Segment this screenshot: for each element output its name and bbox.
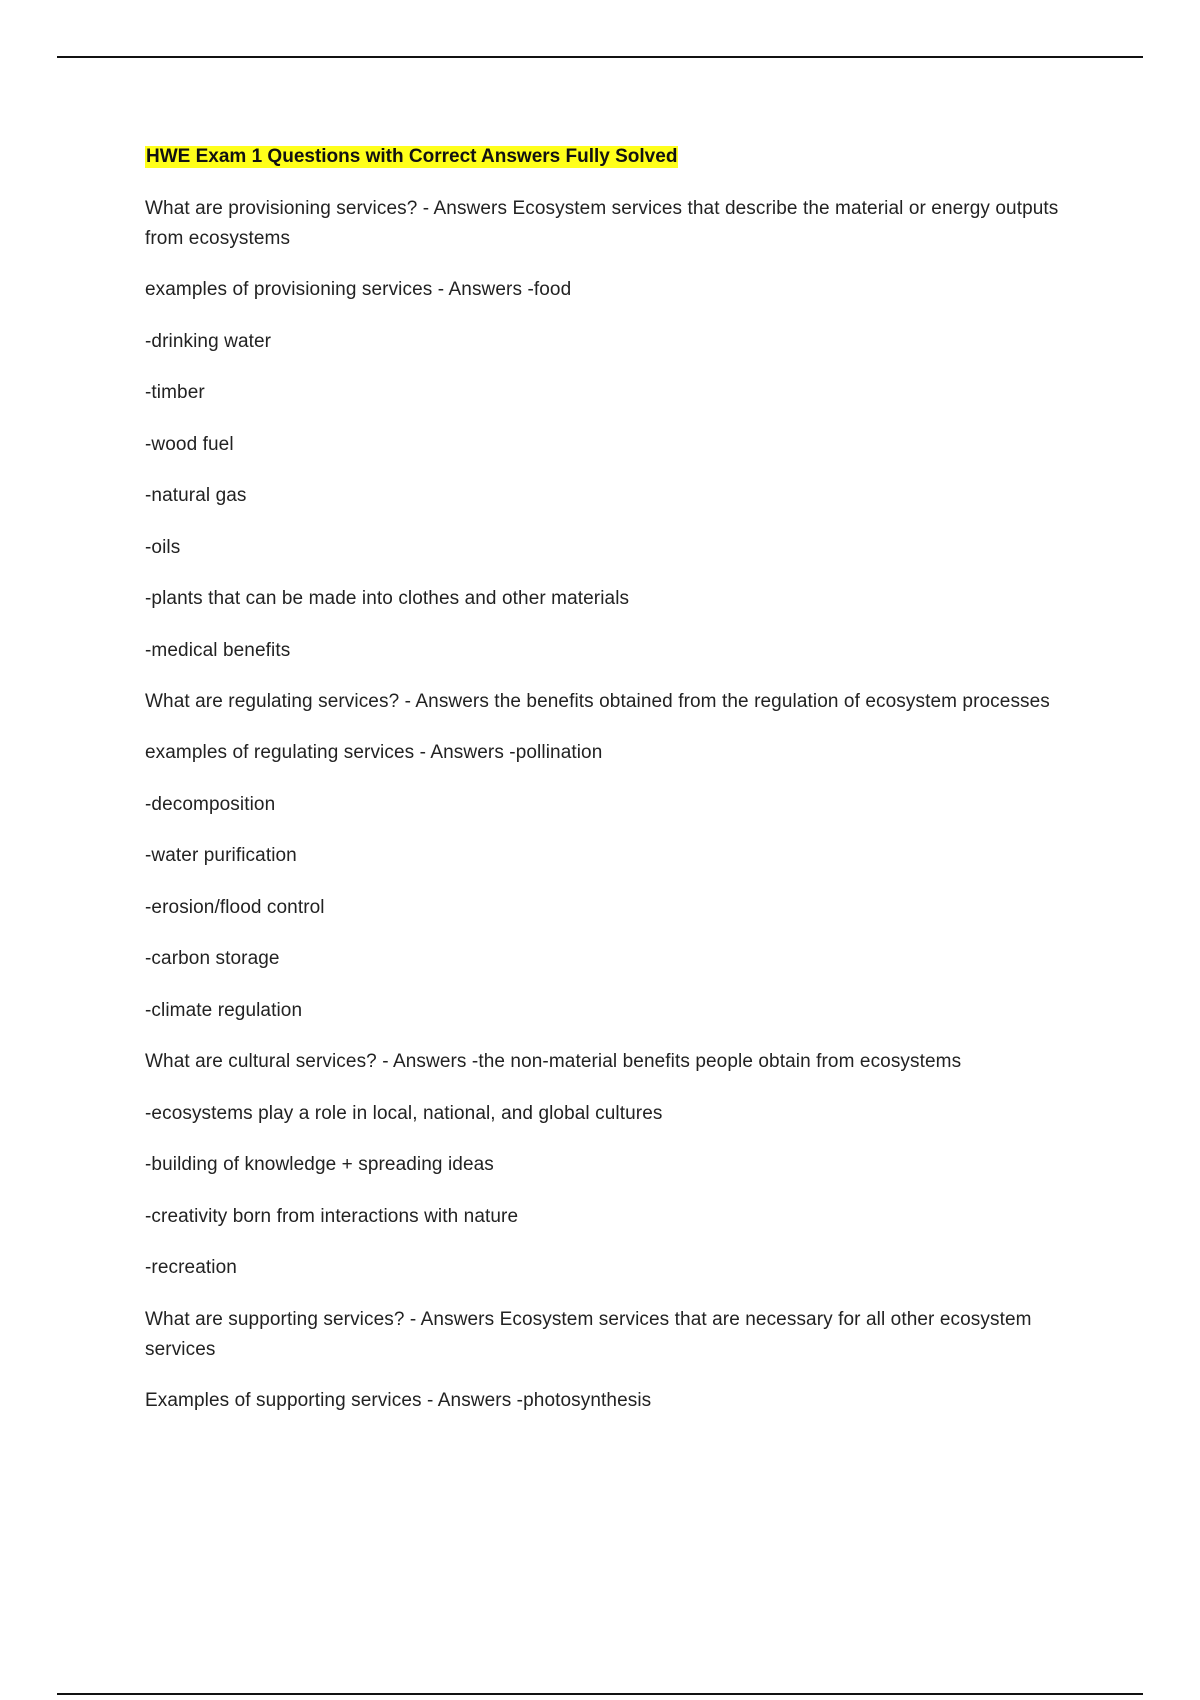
question-supporting: What are supporting services? - Answers Ecosystem services that are necessary for all other ecosystem services bbox=[145, 1308, 1032, 1360]
list-item: -creativity born from interactions with nature bbox=[145, 1205, 519, 1227]
document-body bbox=[145, 146, 1085, 1437]
list-item: -wood fuel bbox=[145, 433, 234, 455]
question-regulating: What are regulating services? - Answers the benefits obtained from the regulation of ecosystem processes bbox=[145, 691, 1050, 712]
list-item: -recreation bbox=[145, 1257, 237, 1278]
list-item: -decomposition bbox=[145, 793, 276, 815]
regulating-examples: examples of regulating services - Answers -pollination bbox=[145, 742, 603, 763]
list-item: -natural gas bbox=[145, 485, 247, 506]
supporting-examples: Examples of supporting services - Answers -photosynthesis bbox=[145, 1389, 652, 1411]
list-item: -carbon storage bbox=[145, 948, 280, 969]
list-item: -ecosystems play a role in local, national, and global cultures bbox=[145, 1102, 663, 1124]
list-item: -medical benefits bbox=[145, 639, 291, 661]
question-cultural: What are cultural services? - Answers -the non-material benefits people obtain from ecosystems bbox=[145, 1051, 962, 1072]
list-item: -drinking water bbox=[145, 330, 272, 352]
question-provisioning: What are provisioning services? - Answers Ecosystem services that describe the material or energy outputs from ecosystems bbox=[145, 198, 1059, 249]
list-item: -climate regulation bbox=[145, 999, 303, 1021]
list-item: -oils bbox=[145, 536, 181, 558]
list-item: -timber bbox=[145, 382, 205, 403]
list-item: -plants that can be made into clothes and other materials bbox=[145, 588, 630, 609]
provisioning-examples: examples of provisioning services - Answers -food bbox=[145, 279, 572, 300]
page-bottom-rule bbox=[57, 1693, 1143, 1695]
page-top-rule bbox=[57, 56, 1143, 58]
list-item: -building of knowledge + spreading ideas bbox=[145, 1154, 494, 1175]
list-item: -erosion/flood control bbox=[145, 896, 325, 918]
list-item: -water purification bbox=[145, 845, 297, 866]
document-title: HWE Exam 1 Questions with Correct Answers Fully Solved bbox=[146, 146, 678, 167]
